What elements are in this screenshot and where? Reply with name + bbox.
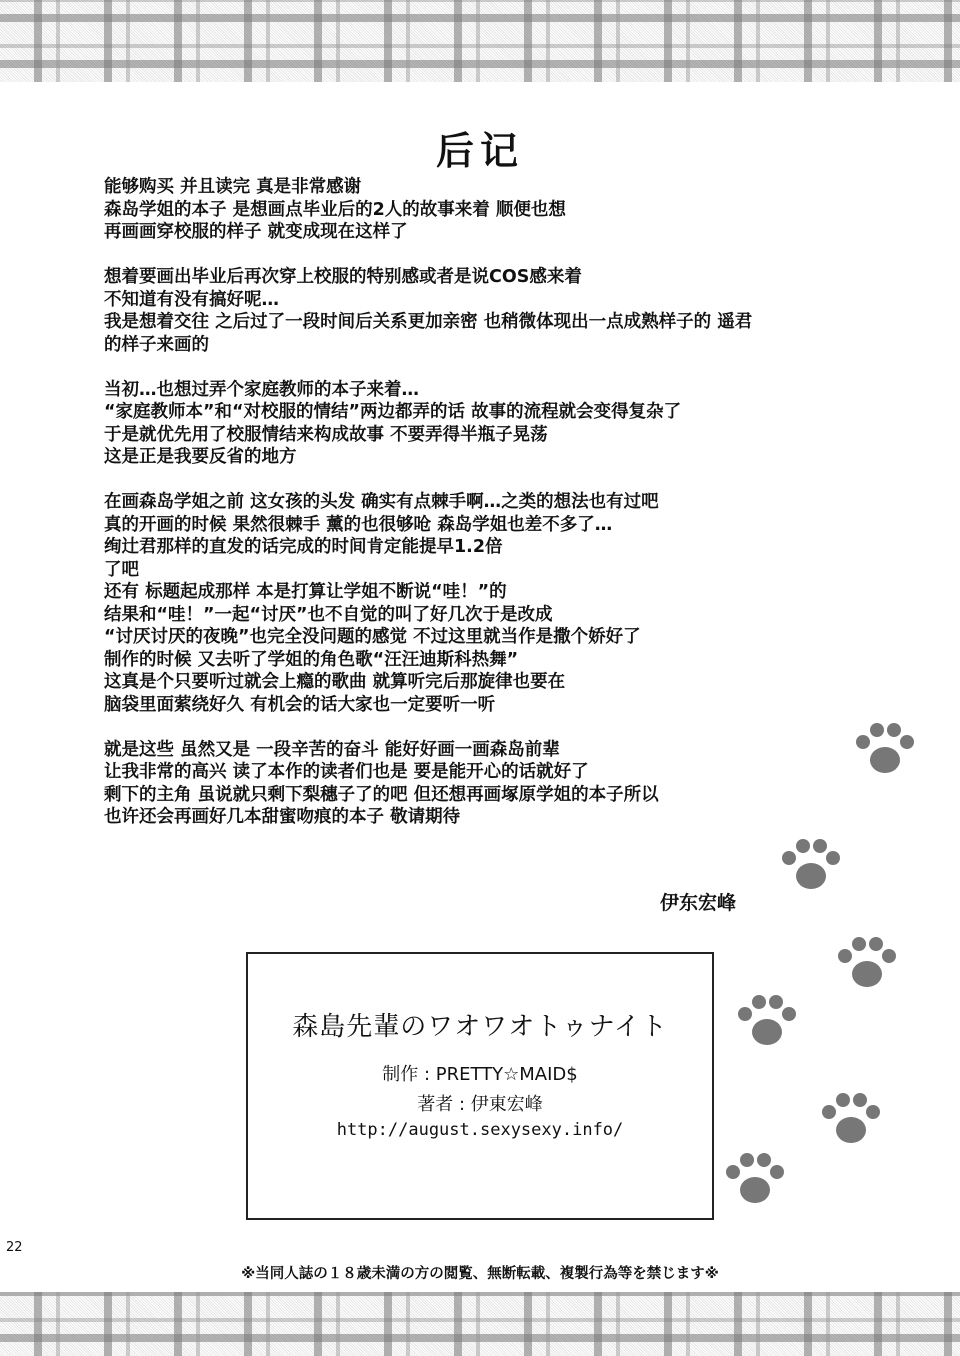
text-line: 在画森岛学姐之前 这女孩的头发 确实有点棘手啊…之类的想法也有过吧	[104, 492, 659, 512]
text-line: 剩下的主角 虽说就只剩下梨穗子了的吧 但还想再画塚原学姐的本子所以	[104, 784, 659, 805]
text-line: 想着要画出毕业后再次穿上校服的特别感或者是说COS感来着	[104, 267, 582, 287]
afterword-paragraph	[104, 176, 824, 244]
text-line: 制作的时候 又去听了学姐的角色歌“汪汪迪斯科热舞”	[104, 649, 519, 670]
text-line: 的样子来画的	[104, 334, 209, 355]
text-line: 能够购买 并且读完 真是非常感谢	[104, 177, 362, 197]
text-line: “讨厌讨厌的夜晚”也完全没问题的感觉 不过这里就当作是撒个娇好了	[104, 627, 641, 647]
text-line: 再画画穿校服的样子 就变成现在这样了	[104, 222, 408, 242]
text-line: 也许还会再画好几本甜蜜吻痕的本子 敬请期待	[104, 807, 461, 827]
text-line: “家庭教师本”和“对校服的情结”两边都弄的话 故事的流程就会变得复杂了	[104, 402, 682, 422]
text-line: 我是想着交往 之后过了一段时间后关系更加亲密 也稍微体现出一点成熟样子的 遥君	[104, 312, 753, 332]
colophon-production: 制作 : PRETTY☆MAID$	[382, 1064, 578, 1085]
afterword-paragraph	[104, 266, 824, 356]
text-line: 绚辻君那样的直发的话完成的时间肯定能提早1.2倍	[104, 537, 503, 557]
colophon-box	[246, 952, 714, 1220]
text-line: 真的开画的时候 果然很棘手 薰的也很够呛 森岛学姐也差不多了…	[104, 514, 613, 535]
text-line: 脑袋里面萦绕好久 有机会的话大家也一定要听一听	[104, 694, 496, 715]
text-line: 结果和“哇！”一起“讨厌”也不自觉的叫了好几次于是改成	[104, 604, 553, 625]
colophon-writer: 著者 : 伊東宏峰	[417, 1094, 543, 1115]
top-plaid-border	[0, 0, 960, 82]
colophon-url: http://august.sexysexy.info/	[336, 1120, 624, 1140]
paw-print-icon	[776, 836, 846, 896]
text-line: 于是就优先用了校服情结来构成故事 不要弄得半瓶子晃荡	[104, 424, 548, 445]
text-line: 了吧	[104, 559, 139, 580]
text-line: 让我非常的高兴 读了本作的读者们也是 要是能开心的话就好了	[104, 762, 589, 782]
text-line: 这是正是我要反省的地方	[104, 447, 297, 467]
paw-print-icon	[732, 992, 802, 1052]
afterword-paragraph	[104, 491, 824, 716]
paw-print-icon	[850, 720, 920, 780]
author-signature: 伊东宏峰	[660, 892, 737, 914]
age-restriction-notice: ※当同人誌の１８歳未満の方の閲覧、無断転載、複製行為等を禁じます※	[241, 1266, 719, 1282]
page-title: 后记	[435, 129, 524, 173]
afterword-body	[104, 176, 824, 851]
paw-print-icon	[720, 1150, 790, 1210]
afterword-paragraph	[104, 739, 824, 829]
text-line: 还有 标题起成那样 本是打算让学姐不断说“哇！”的	[104, 582, 507, 602]
page-number: 22	[6, 1240, 23, 1255]
paw-print-icon	[816, 1090, 886, 1150]
text-line: 不知道有没有搞好呢…	[104, 289, 279, 310]
colophon-book-title: 森島先輩のワオワオトゥナイト	[292, 1012, 668, 1042]
text-line: 这真是个只要听过就会上瘾的歌曲 就算听完后那旋律也要在	[104, 672, 566, 692]
text-line: 就是这些 虽然又是 一段辛苦的奋斗 能好好画一画森岛前辈	[104, 739, 560, 760]
bottom-plaid-border	[0, 1292, 960, 1356]
text-line: 森岛学姐的本子 是想画点毕业后的2人的故事来着 顺便也想	[104, 199, 566, 220]
paw-print-icon	[832, 934, 902, 994]
text-line: 当初…也想过弄个家庭教师的本子来着…	[104, 379, 419, 400]
afterword-paragraph	[104, 379, 824, 469]
